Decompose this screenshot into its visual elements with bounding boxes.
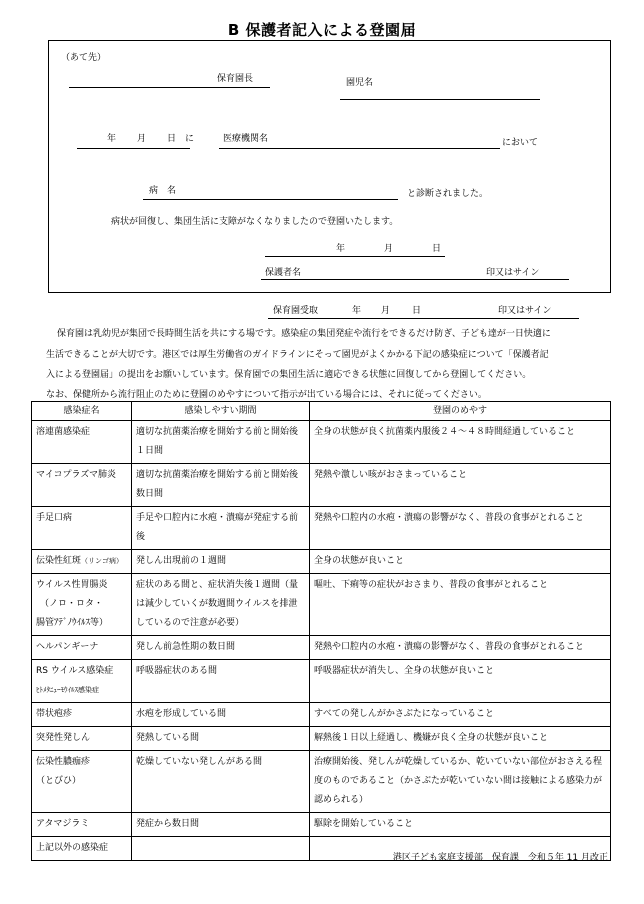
principal-label: 保育園長	[217, 74, 254, 84]
disease-criteria: 全身の状態が良いこと	[310, 550, 611, 574]
intro-line-2: 生活できることが大切です。港区では厚生労働省のガイドラインにそって園児がよくかかる下記の感染症について「保護者記	[46, 350, 549, 360]
page-title: B 保護者記入による登園届	[227, 21, 417, 39]
table-header-row	[32, 402, 611, 421]
disease-name: ヘルパンギーナ	[32, 636, 132, 660]
table-row	[32, 660, 611, 703]
disease-period: 症状のある間と、症状消失後１週間（量は減少していくが数週間ウイルスを排泄しているので注意が必要）	[132, 574, 310, 636]
disease-criteria: 全身の状態が良く抗菌薬内服後２４～４８時間経過していること	[310, 421, 611, 464]
disease-name-line-1: 伝染性膿痂疹	[36, 757, 91, 767]
institution-line[interactable]	[219, 148, 500, 149]
registration-form-box	[48, 40, 611, 293]
disease-name	[32, 550, 132, 574]
disease-criteria: 駆除を開始していること	[310, 813, 611, 837]
diagnosed-text: と診断されました。	[407, 189, 489, 199]
disease-name: 突発性発しん	[32, 727, 132, 751]
guardian-label: 保護者名	[265, 268, 302, 278]
diagnosis-month-label: 月	[137, 134, 147, 144]
disease-name-line-2: （ノロ・ロタ・	[40, 599, 104, 609]
disease-name	[32, 751, 132, 813]
disease-criteria: 発熱や口腔内の水疱・潰瘍の影響がなく、普段の食事がとれること	[310, 636, 611, 660]
disease-period: 発しん前急性期の数日間	[132, 636, 310, 660]
disease-name-main: 伝染性紅斑	[36, 556, 82, 566]
table-row	[32, 574, 611, 636]
disease-label: 病 名	[149, 186, 177, 196]
receipt-year-label: 年	[352, 306, 362, 316]
disease-period: 適切な抗菌薬治療を開始する前と開始後１日間	[132, 421, 310, 464]
footer-department: 港区子ども家庭支援部 保育課 令和５年 11 月改正	[392, 853, 608, 863]
addressee-label: （あて先）	[61, 53, 107, 63]
guardian-seal-label: 印又はサイン	[486, 268, 540, 278]
disease-criteria: 解熱後１日以上経過し、機嫌が良く全身の状態が良いこと	[310, 727, 611, 751]
disease-name-sub: （リンゴ病）	[81, 557, 124, 565]
table-row	[32, 751, 611, 813]
disease-name-line-2: （とびひ）	[36, 776, 82, 786]
disease-period: 発しん出現前の１週間	[132, 550, 310, 574]
disease-name: 上記以外の感染症	[32, 837, 132, 861]
disease-line[interactable]	[143, 199, 398, 200]
diagnosis-ni-label: に	[185, 134, 195, 144]
sign-day-label: 日	[432, 244, 442, 254]
disease-name: アタマジラミ	[32, 813, 132, 837]
nursery-name-line[interactable]	[69, 87, 270, 88]
receipt-line[interactable]	[268, 318, 579, 319]
disease-period: 呼吸器症状のある間	[132, 660, 310, 703]
table-row	[32, 464, 611, 507]
disease-name	[32, 660, 132, 703]
disease-period	[132, 837, 310, 861]
disease-criteria: 治療開始後、発しんが乾燥しているか、乾いていない部位がおさえる程度のものであること（かさぶたが乾いていない間は接触による感染力が認められる）	[310, 751, 611, 813]
table-row	[32, 550, 611, 574]
child-name-label: 園児名	[346, 78, 374, 88]
disease-name-line-1: ウイルス性胃腸炎	[36, 580, 108, 590]
diagnosis-year-label: 年	[107, 134, 117, 144]
disease-period: 発症から数日間	[132, 813, 310, 837]
child-name-line[interactable]	[340, 99, 540, 100]
receipt-month-label: 月	[381, 306, 391, 316]
disease-name: 手足口病	[32, 507, 132, 550]
recovery-statement: 病状が回復し、集団生活に支障がなくなりましたので登園いたします。	[111, 217, 399, 227]
disease-period: 水疱を形成している間	[132, 703, 310, 727]
disease-criteria: すべての発しんがかさぶたになっていること	[310, 703, 611, 727]
header-disease: 感染症名	[32, 402, 132, 421]
disease-name: 溶連菌感染症	[32, 421, 132, 464]
disease-period: 乾燥していない発しんがある間	[132, 751, 310, 813]
sign-year-label: 年	[336, 244, 346, 254]
disease-name: 帯状疱疹	[32, 703, 132, 727]
disease-criteria: 嘔吐、下痢等の症状がおさまり、普段の食事がとれること	[310, 574, 611, 636]
disease-period: 発熱している間	[132, 727, 310, 751]
diagnosis-date-line[interactable]	[77, 148, 190, 149]
table-row	[32, 636, 611, 660]
table-row	[32, 421, 611, 464]
header-criteria: 登園のめやす	[310, 402, 611, 421]
disease-criteria: 呼吸器症状が消失し、全身の状態が良いこと	[310, 660, 611, 703]
header-period: 感染しやすい期間	[132, 402, 310, 421]
intro-line-1: 保育園は乳幼児が集団で長時間生活を共にする場です。感染症の集団発症や流行をできるだけ防ぎ、子ども達が一日快適に	[57, 329, 551, 339]
disease-criteria: 発熱や激しい咳がおさまっていること	[310, 464, 611, 507]
sign-month-label: 月	[384, 244, 394, 254]
receipt-label: 保育園受取	[273, 306, 319, 316]
sign-date-line[interactable]	[265, 256, 445, 257]
table-row	[32, 813, 611, 837]
disease-name-line-1: RS ウイルス感染症	[36, 666, 114, 676]
disease-period: 適切な抗菌薬治療を開始する前と開始後数日間	[132, 464, 310, 507]
intro-line-3: 入による登園届」の提出をお願いしています。保育園での集団生活に適応できる状態に回復してから登園してください。	[46, 370, 532, 380]
receipt-day-label: 日	[412, 306, 422, 316]
disease-criteria: 発熱や口腔内の水疱・潰瘍の影響がなく、普段の食事がとれること	[310, 507, 611, 550]
institution-label: 医療機関名	[223, 134, 269, 144]
table-row	[32, 703, 611, 727]
receipt-seal-label: 印又はサイン	[498, 306, 552, 316]
diagnosis-day-label: 日	[167, 134, 177, 144]
niokite-label: において	[502, 138, 539, 148]
intro-line-4: なお、保健所から流行阻止のために登園のめやすについて指示が出ている場合には、それに従ってください。	[46, 390, 487, 400]
disease-table	[31, 401, 611, 861]
disease-name: マイコプラズマ肺炎	[32, 464, 132, 507]
guardian-line[interactable]	[261, 279, 569, 280]
disease-name-line-3: 腸管ｱﾃﾞﾉｳｲﾙｽ等）	[36, 618, 109, 628]
table-row	[32, 727, 611, 751]
disease-period: 手足や口腔内に水疱・潰瘍が発症する前後	[132, 507, 310, 550]
disease-name	[32, 574, 132, 636]
table-row	[32, 507, 611, 550]
disease-name-line-2: ﾋﾄﾒﾀﾆｭｰﾓｳｲﾙｽ感染症	[36, 686, 99, 694]
